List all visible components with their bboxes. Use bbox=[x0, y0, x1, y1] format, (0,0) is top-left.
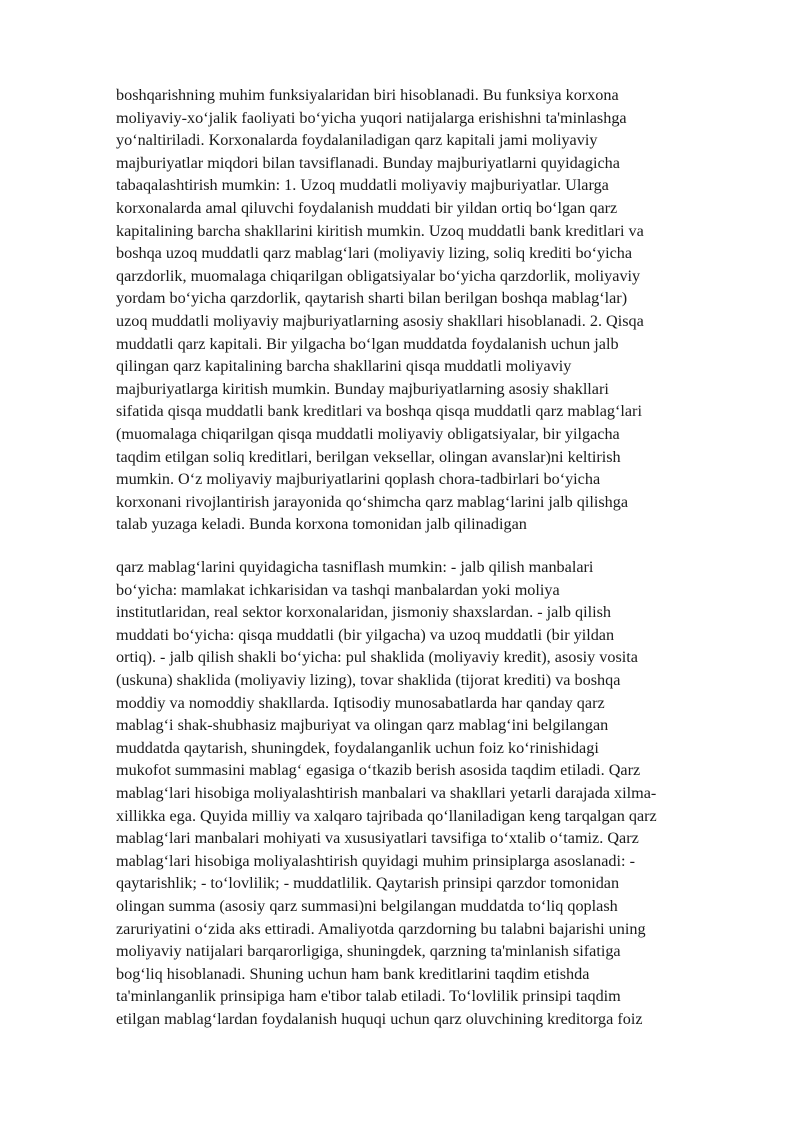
text-line: moddiy va nomoddiy shakllarda. Iqtisodiy munosabatlarda har qanday qarz bbox=[116, 693, 605, 712]
text-line: mumkin. O‘z moliyaviy majburiyatlarini qoplash chora-tadbirlari bo‘yicha bbox=[116, 470, 601, 489]
text-line: mablag‘lari manbalari mohiyati va xususiyatlari tavsifiga to‘xtalib o‘tamiz. Qarz bbox=[116, 829, 639, 848]
text-line: sifatida qisqa muddatli bank kreditlari va boshqa qisqa muddatli qarz mablag‘lari bbox=[116, 402, 642, 421]
text-line: muddatda qaytarish, shuningdek, foydalanganlik uchun foiz ko‘rinishidagi bbox=[116, 738, 599, 757]
text-line: korxonani rivojlantirish jarayonida qo‘shimcha qarz mablag‘larini jalb qilishga bbox=[116, 492, 629, 511]
text-line: talab yuzaga keladi. Bunda korxona tomonidan jalb qilinadigan bbox=[116, 515, 527, 534]
text-line: qaytarishlik; - to‘lovlilik; - muddatlilik. Qaytarish prinsipi qarzdor tomonidan bbox=[116, 874, 620, 893]
text-line: kapitalining barcha shakllarini kiritish mumkin. Uzoq muddatli bank kreditlari va bbox=[116, 221, 644, 240]
text-line: olingan summa (asosiy qarz summasi)ni belgilangan muddatda to‘liq qoplash bbox=[116, 896, 618, 915]
text-line: qarz mablag‘larini quyidagicha tasniflash mumkin: - jalb qilish manbalari bbox=[116, 558, 594, 576]
text-line: yo‘naltiriladi. Korxonalarda foydalaniladigan qarz kapitali jami moliyaviy bbox=[116, 131, 598, 150]
text-line: (uskuna) shaklida (moliyaviy lizing), tovar shaklida (tijorat krediti) va boshqa bbox=[116, 670, 621, 689]
text-line: korxonalarda amal qiluvchi foydalanish muddati bir yildan ortiq bo‘lgan qarz bbox=[116, 198, 618, 217]
text-line: mablag‘lari hisobiga moliyalashtirish quyidagi muhim prinsiplarga asoslanadi: - bbox=[116, 851, 635, 870]
text-line: yordam bo‘yicha qarzdorlik, qaytarish sharti bilan berilgan boshqa mablag‘lar) bbox=[116, 289, 628, 308]
text-line: qilingan qarz kapitalining barcha shakllarini qisqa muddatli moliyaviy bbox=[116, 357, 572, 376]
text-line: muddatli qarz kapitali. Bir yilgacha bo‘lgan muddatda foydalanish uchun jalb bbox=[116, 334, 619, 353]
paragraph-1 bbox=[116, 84, 746, 536]
paragraph-2 bbox=[116, 556, 746, 1030]
text-line: taqdim etilgan soliq kreditlari, berilgan veksellar, olingan avanslar)ni keltirish bbox=[116, 447, 621, 466]
text-line: institutlaridan, real sektor korxonalaridan, jismoniy shaxslardan. - jalb qilish bbox=[116, 603, 611, 622]
text-line: ortiq). - jalb qilish shakli bo‘yicha: pul shaklida (moliyaviy kredit), asosiy vosita bbox=[116, 648, 638, 667]
text-line: boshqa uzoq muddatli qarz mablag‘lari (moliyaviy lizing, soliq krediti bo‘yicha bbox=[116, 244, 633, 263]
text-line: qarzdorlik, muomalaga chiqarilgan obligatsiyalar bo‘yicha qarzdorlik, moliyaviy bbox=[116, 266, 641, 285]
text-line: mablag‘i shak-shubhasiz majburiyat va olingan qarz mablag‘ini belgilangan bbox=[116, 716, 609, 735]
text-line: moliyaviy natijalari barqarorligiga, shuningdek, qarzning ta'minlanish sifatiga bbox=[116, 942, 621, 961]
text-line: mablag‘lari hisobiga moliyalashtirish manbalari va shakllari yetarli darajada xilma- bbox=[116, 783, 657, 802]
text-line: muddati bo‘yicha: qisqa muddatli (bir yilgacha) va uzoq muddatli (bir yildan bbox=[116, 625, 615, 644]
text-line: mukofot summasini mablag‘ egasiga o‘tkazib berish asosida taqdim etiladi. Qarz bbox=[116, 761, 641, 780]
text-line: tabaqalashtirish mumkin: 1. Uzoq muddatli moliyaviy majburiyatlar. Ularga bbox=[116, 176, 609, 195]
text-line: uzoq muddatli moliyaviy majburiyatlarning asosiy shakllari hisoblanadi. 2. Qisqa bbox=[116, 311, 644, 330]
text-line: boshqarishning muhim funksiyalaridan biri hisoblanadi. Bu funksiya korxona bbox=[116, 86, 619, 104]
text-line: majburiyatlarga kiritish mumkin. Bunday majburiyatlarning asosiy shakllari bbox=[116, 379, 609, 398]
text-line: ta'minlanganlik prinsipiga ham e'tibor talab etiladi. To‘lovlilik prinsipi taqdim bbox=[116, 987, 621, 1006]
text-line: zaruriyatini o‘zida aks ettiradi. Amaliyotda qarzdorning bu talabni bajarishi uning bbox=[116, 919, 646, 938]
text-line: etilgan mablag‘lardan foydalanish huquqi uchun qarz oluvchining kreditorga foiz bbox=[116, 1009, 643, 1028]
text-line: bo‘yicha: mamlakat ichkarisidan va tashqi manbalardan yoki moliya bbox=[116, 580, 560, 599]
text-line: moliyaviy-xo‘jalik faoliyati bo‘yicha yuqori natijalarga erishishni ta'minlashga bbox=[116, 108, 627, 127]
text-line: bog‘liq hisoblanadi. Shuning uchun ham bank kreditlarini taqdim etishda bbox=[116, 964, 590, 983]
text-line: (muomalaga chiqarilgan qisqa muddatli moliyaviy obligatsiyalar, bir yilgacha bbox=[116, 424, 620, 443]
text-line: xillikka ega. Quyida milliy va xalqaro tajribada qo‘llaniladigan keng tarqalgan qarz bbox=[116, 806, 657, 825]
text-line: majburiyatlar miqdori bilan tavsiflanadi. Bunday majburiyatlarni quyidagicha bbox=[116, 153, 620, 172]
